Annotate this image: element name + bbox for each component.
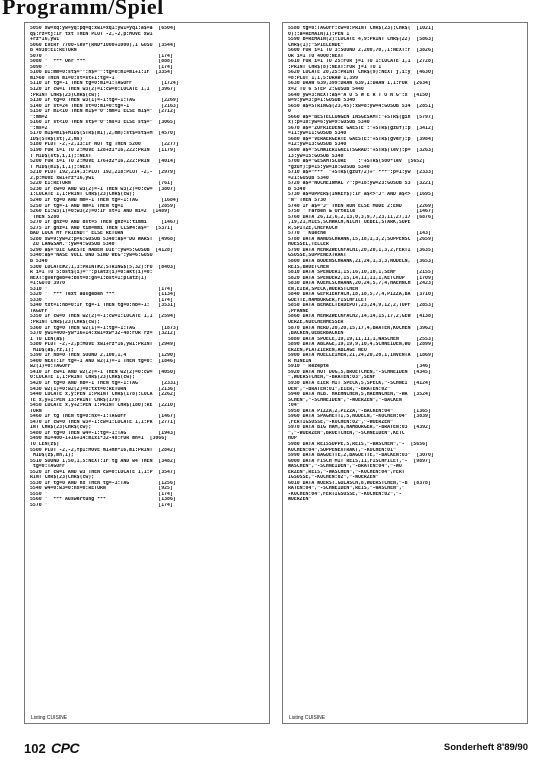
code-line: 5950 DATA PIZZA,2,PIZZA,"-BACKEN:04" [1365]	[288, 408, 431, 414]
code-listing-left	[30, 26, 265, 509]
code-line: ",WUERSTCHEN,"-BRATEN:03",SENF	[288, 375, 376, 381]
code-line: 5790 DATA MEHRZWECKFACH1,20,20,1,3,2,FERTI [3635]	[288, 247, 434, 253]
code-line: 0	[288, 109, 291, 115]
code-line: REIS,BROETCHEN	[288, 264, 329, 270]
code-line: UERZE,KUECHENMESSER	[288, 319, 344, 325]
code-line: ,BACKEN,UEBERBACKEN	[288, 331, 344, 337]
code-line: 5460 IF tg THEN tg=0:nx=-1:TAGOFF [1467]	[30, 414, 176, 420]
code-line: 5970 DATA BIG HAM,6,HAMBURGER,"-BRATEN:03 [4392]	[288, 425, 431, 431]
listing-column-right	[282, 22, 528, 724]
code-line: 1 TO LEN(a$)	[30, 336, 65, 342]
code-line: 5980 DATA REISSUPPE,5,REIS,"-WASCHEN","- [5656]	[288, 442, 428, 448]
code-line: RATEN:04","-SCHNEIDEN",REIS,"-WASCHEN","	[288, 486, 405, 492]
code-line: 5620 LOCATE 20,25:PRINT CHR$(9):NEXT j,i:y [4630]	[288, 70, 434, 76]
code-line: ZU LANGSAM.":yw=4:GOSUB 5340	[30, 242, 115, 248]
code-line: 5275 IF gnz=1 AND tim=mmi THEN CLS#4:a$=" [5371]	[30, 225, 173, 231]
code-line: 5450 LOCATE x,y+2:PEN 1:PRINT CHR$(180):RE [2210]	[30, 403, 176, 409]
code-line: 5600 FOR i=1 TO 3:SOUND 2,200,70,,1:NEXT:F [3826]	[288, 48, 434, 54]
code-line: 5300 LOCATE#2,1,3:PRINT#2,STRING$(5,32):FO [8403]	[30, 264, 176, 270]
code-line: :PRINT CHR$(8):NEXT:FOR j=1 TO 1	[288, 64, 382, 70]
page-number: 102	[24, 741, 46, 756]
code-line: 5280 xw=9:yw=2:p=6:GOSUB 5340:a$="DU WARST [4968]	[30, 236, 176, 242]
code-line: 5870 DATA HERD,20,20,15,17,4,BRATEN,KOCHEN [3962]	[288, 325, 434, 331]
listing-caption-left: Listing CUISINE	[31, 715, 68, 721]
listing-page	[24, 22, 528, 740]
code-line: 5800 DATA BODENSCHRANK,21,24,1,3,3,NUDELN, [3653]	[288, 258, 434, 264]
code-line: 5380 PLOT -2,-2,p:MOVE xw1+rz*16,yw1:PRINT [2949]	[30, 342, 176, 348]
code-line: 5130 IF tg=0 THEN w3(1)=-1:tg=-1:TAG [2269]	[30, 98, 179, 104]
code-line: =12:yw=13:GOSUB 5340	[288, 142, 347, 148]
code-line: 0:LOCATE 1,1:PRINT CHR$(23)CHR$(cw);	[30, 375, 135, 381]
code-line: 5490 m1=400-1+16+14:m1x1*32-48:FOR mn=1 [3066]	[30, 436, 168, 442]
code-listing-right	[288, 26, 523, 503]
code-line: 5710 a$="*** "+STR$(gzuf/2)+" ***":p=1:yw [2333]	[288, 170, 434, 176]
code-line: 5590 b=REMAIN(2):LOCATE 4,9:PRINT CHR$(22) [5863]	[288, 37, 434, 43]
code-line: 5880 DATA SPUELE,19,19,11,11,1,WASCHEN [2553]	[288, 336, 434, 342]
code-line: 5180 PLOT -2,-2,13:IF NOT tg THEN 5200 [2277]	[30, 142, 179, 148]
code-line: T MID$(m1$,i,1);:NEXT	[30, 164, 92, 170]
code-line: 5330 ' [174]	[30, 297, 173, 303]
code-line: 5760 DATA 26,12,6,2,13,0,3,9,7,23,11,27,17 [6876]	[288, 214, 434, 220]
code-line: HUESSEL,TELLER	[288, 242, 329, 248]
code-line: 5190 FOR i=1 TO 2:MOVE 128+z1*16,222:PRIN [1179]	[30, 148, 176, 154]
code-line: 5230 IF cw=0 AND w3(2)=-1 THEN w3(2)=0:cw= [3807]	[30, 186, 176, 192]
code-line: TAGOFF	[30, 308, 48, 314]
code-line: 5090 ' [174]	[30, 64, 173, 70]
code-line: 5260 EI:w3(1)=0:w3(2)=0:IF st=1 AND mi=2 [1489]	[30, 209, 170, 215]
code-line: ,FERTIGSOSSE,"-KOCHEN:02","-WUERZEN"	[288, 419, 393, 425]
code-line: 5150 IF m1<10 THEN m1$="0":mm=1 ELSE m1$=" [2712]	[30, 109, 176, 115]
code-line: 1:LOCATE 1,1:PRINT CHR$(23)CHR$(cw);	[30, 192, 135, 198]
code-line: R i=1 TO 5:bst$(i)="":platz(i)=0:akt(i)=0:	[30, 270, 153, 276]
listing-caption-right: Listing CUISINE	[289, 715, 326, 721]
code-line: 5510 SOUND 1,50,1,5:NEXT:IF tg AND w4 THEN [3482]	[30, 458, 176, 464]
code-line: =8:PLOT 1,1,5:DRAW 1,399	[288, 75, 358, 81]
issue-label: Sonderheft 8'89/90	[443, 742, 528, 753]
code-line: 5860 DATA MEHRZWECKFACH2,14,14,15,17,2,GEW [4138]	[288, 314, 434, 320]
code-line: 5290 a$="DIE GAESTE HABEN DIE":yw=5:GOSUB [4128]	[30, 247, 173, 253]
code-line: ID$(STR$(st),2,ms)	[30, 136, 83, 142]
code-line: 5400 NEXT:IF tg=-1 AND w2(1)=-1 THEN tg=0: [1846]	[30, 358, 176, 364]
code-line: IGSOSSE,"-KOCHEN:02","-WUERZEN"	[288, 475, 379, 481]
page-header-title: Programm/Spiel	[2, 0, 164, 19]
code-line: 5520 IF cw=1 AND w3 THEN cw=0:LOCATE 1,1:P [3547]	[30, 469, 176, 475]
code-line: 5560 ' *** Auswertung *** [1386]	[30, 497, 176, 503]
code-line: 5670 a$="ZUFRIEDENE GAESTE :"+STR$(gzuf):p [3412]	[288, 125, 434, 131]
code-line: 5750 ' Farben & Urteile [1467]	[288, 209, 434, 215]
code-line: BAD LUCK MY FRIEND!" ELSE RETURN	[30, 231, 124, 237]
code-line: WUERZEN"	[288, 497, 312, 503]
code-line: *gzuf):p=15:yw=18:GOSUB 5340	[288, 164, 370, 170]
code-line: EN,EIER,SPECK,WUERSTCHEN	[288, 286, 358, 292]
code-line: 5850 DATA BEHAELTERDEPOT,23,24,9,12,2,TOPF [2853]	[288, 303, 434, 309]
code-line: ","-WUERZEN",BROETCHEN,"-SCHNEIDEN",KETC	[288, 430, 405, 436]
code-line: 5720 a$="NOCHEINMAL ?":p=18:yw=23:GOSUB 53 [3221]	[288, 181, 434, 187]
code-line: 5940 DATA HLB. HAEHNCHEN,5,HAEHNCHEN,"-WA [3524]	[288, 392, 431, 398]
magazine-logo: CPC	[51, 740, 80, 756]
code-line: 5680 a$="VERAERGERTE GAESTE:"+STR$(gver):p [3984]	[288, 136, 434, 142]
code-line: CHR$(1);"SPIELENDE"	[288, 42, 344, 48]
code-line: 5990 DATA BAGUETTE,2,BAGUETTE,"-BACKEN:03" [3070]	[288, 453, 434, 459]
code-line: 5570 ' [174]	[30, 503, 173, 509]
code-line: 5210 PLOT 192,214,3:PLOT 192,218:PLOT -2,- [2979]	[30, 170, 176, 176]
code-line: +rz*16,yw1	[30, 37, 60, 43]
code-line: DEN","-BRATEN:01",EIER,"-BRATEN:02"	[288, 386, 391, 392]
code-line: 5550 ' [174]	[30, 491, 173, 497]
code-line: 5310 ' [174]	[30, 286, 173, 292]
code-line: 6010 DATA WUERST.GULASCH,8,WUERSTCHEN,"-B [8378]	[288, 480, 431, 486]
code-line: =21:GOSUB 5340	[288, 175, 329, 181]
code-line: 5370 yw1=400-yw*16+14:xw1=xw*32-48:FOR rz= [3212]	[30, 331, 176, 337]
code-line: TE x,y+1:PEN 13:PRINT CHR$(179)	[30, 397, 121, 403]
code-line: B 5340	[30, 258, 48, 264]
code-line: :PRINT CHR$(23)CHR$(cw);	[30, 92, 100, 98]
code-line: 5630 DRAW 639,399:DRAW 639,1:DRAW 1,1:FOR [2634]	[288, 81, 431, 87]
code-line: 5410 IF cw=1 AND w2(2)=-1 THEN w2(2)=0:cw= [4050]	[30, 369, 176, 375]
code-line: GSOSSE,SUPPENEXTRAKT	[288, 253, 347, 259]
code-line: =1:GOTO 3970	[30, 281, 65, 287]
code-line: B 5340	[288, 186, 306, 192]
code-line: 5470 IF cw=0 THEN w3=-1:cw=1:LOCATE 1,1:PR [2771]	[30, 419, 176, 425]
code-line: x=2 TO 6 STEP 2:GOSUB 5440	[288, 87, 364, 93]
code-line: 5480 IF tg=0 THEN w4=-1:tg=-1:TAG [1943]	[30, 430, 176, 436]
listing-column-left	[24, 22, 270, 724]
code-line: 5170 m1$=m1$+MID$(STR$(m1),2,mm):st$=st$+M [4570]	[30, 131, 176, 137]
code-line: ":ms=2	[30, 125, 48, 131]
code-line: 5390 IF hb=0 THEN SOUND 2,100,1,4 [1290]	[30, 353, 176, 359]
code-line: "N" THEN 5730	[288, 197, 326, 203]
code-line: 5110 IF tg=-1 THEN tg=0:m1=1:TAGOFF [1724]	[30, 81, 179, 87]
code-line: w2(1)=0:TAGOFF	[30, 364, 71, 370]
code-line: 5240 IF tg=0 AND mm=-1 THEN tg=-1:TAG [1684]	[30, 197, 179, 203]
code-line: 5820 DATA SPENDER2,15,14,11,11,1,KETCHUP [1709]	[288, 275, 434, 281]
code-line: 5250 IF tg=-1 AND mm=1 THEN tg=1 [2859]	[30, 203, 176, 209]
code-line: INT CHR$(23)CHR$(cw);	[30, 425, 92, 431]
code-line: 2,p:MOVE xw1+rz*16,yw1	[30, 175, 95, 181]
code-line: SCHEN","-SCHNEIDEN","-WUERZEN","-BACKEN	[288, 397, 402, 403]
code-line: 5580 tg=0:TAGOFF:cw=0:PRINT CHR$(23);CHR$( [1021]	[288, 26, 434, 31]
code-line: 5920 DATA HOT DOG,5,BROETCHEN,"-SCHNEIDEN [4345]	[288, 369, 431, 375]
code-line: HUP	[288, 436, 297, 442]
code-line: OR i=1 TO 4000:NEXT	[288, 53, 344, 59]
code-line: ,19,21,MIES,SCHWACH,NICHT UEBEL,STARK,SUPE	[288, 220, 411, 226]
code-line: 5340:a$="NASE VOLL UND SIND WEG":yw=6:GOSU	[30, 253, 153, 259]
code-line: 5780 DATA WANDSCHRANK,15,18,1,3,2,SUPPENSC [2659]	[288, 236, 434, 242]
code-line: R HINEIN	[288, 358, 312, 364]
code-line: 5270 IF gnz=0 AND bst=5 THEN gnz=1:timmi [1467]	[30, 220, 179, 226]
code-line: GUETTE,HAMBURGER,FISCHFILET	[288, 297, 367, 303]
code-line: NEXT:gvergeb=4:bst=0:gn=1:bst=1:platz(1)	[30, 275, 147, 281]
code-line: 5080 ' *** Uhr *** [888]	[30, 59, 173, 65]
code-line: 0);:a=REMAIN(1):PEN 1	[288, 31, 350, 37]
code-line: 5660 a$="BESTELLUNGEN INSGESAMT:"+STR$(gin [5797]	[288, 114, 434, 120]
code-line: 5360 IF tg=0 THEN w2(1)=-1:tg=-1:TAG [1873]	[30, 325, 179, 331]
code-line: :04"	[288, 403, 300, 409]
code-line: T MID$(st$,i,1);:NEXT	[30, 153, 92, 159]
code-line: 5700 a$="GESAMTSCORE :"+STR$(500*lev [5652]	[288, 159, 426, 165]
code-line: 5690 a$="SCHWIERIGKEITSGRAD:"+STR$(lev):p= [3263]	[288, 148, 434, 154]
code-line: 5060 EVERY 7700-lev*(RND*1000+1000),1 GOSU [3544]	[30, 42, 176, 48]
code-line: 5200 FOR i=1 TO 2:MOVE 176+z2*16,222:PRIN [4014]	[30, 159, 176, 165]
code-line: TO LEN(z$)	[30, 442, 60, 448]
code-line: w=9:yw=3:p=1:GOSUB 5340	[288, 98, 356, 104]
code-line: 5100 DI:mm=0:st$="":h$="":tg=0:m1=m1+1:IF [3354]	[30, 70, 173, 76]
code-line: 5890 DATA ABLAGE,19,19,9,10,4,SCHNEIDEN,WU [2899]	[288, 342, 434, 348]
code-line: 5930 DATA EIER MIT SPECK,5,SPECK,"-SCHNEI [4124]	[288, 381, 431, 386]
code-line: 5910 ' Rezepte [346]	[288, 364, 431, 370]
code-line: R,SPITZE,CHEFKOCH	[288, 225, 338, 231]
code-line: 5770 ' Kueche [143]	[288, 231, 431, 237]
code-line: 5070 ' [174]	[30, 53, 173, 59]
code-line: x):p=10:yw=6:yw=9:GOSUB 5340	[288, 120, 370, 126]
page-footer	[24, 740, 528, 760]
code-line: 5050 xw=xq:yw=yq:pq=q:xw1=xq1:yw1=yq1:a$=a [6504]	[30, 26, 176, 31]
code-line: 5350 IF cw=0 THEN w2(2)=-1:cw=1:LOCATE 1,1 [2594]	[30, 314, 176, 320]
code-line: 5500 PLOT -2,-2,fp1:MOVE m1+mn*16,m1:PRINT [2842]	[30, 447, 176, 453]
code-line: 5220 EI:RETURN [761]	[30, 181, 173, 187]
code-line: 5540 w4=0:w3=0:nx=0:RETURN [925]	[30, 486, 173, 492]
code-line: B 4930:EI:RETURN	[30, 48, 77, 54]
code-line: 5900 DATA MUELLEIMER,21,24,20,20,1,INVENTA [1869]	[288, 353, 434, 359]
code-line: :PRINT CHR$(23)CHR$(cw);	[30, 319, 100, 325]
code-line: 5650 a$=STRING$(23,45):xw=8:yw=4:GOSUB 534 [2851]	[288, 103, 434, 109]
code-line: tg=0:TAGOFF	[30, 464, 65, 470]
code-line: 5730 a$=UPPER$(INKEY$):IF a$<>"J" AND a$<> [1695]	[288, 192, 434, 198]
code-line: 5960 DATA SPAGHETTI,5,NUDELN,"-KOCHEN:04" [3839]	[288, 414, 431, 420]
code-line: ERZEN,PLATZIEREN,ABLAGE NEU	[288, 347, 367, 353]
code-line: 5840 DATA GEFRIERFACH,18,18,5,7,4,PIZZA,BA [3710]	[288, 292, 434, 298]
code-line: 5120 IF cw=1 THEN w3(2)=1:cw=0:LOCATE 1,1 [3967]	[30, 87, 176, 93]
code-line: RINT CHR$(23)CHR$(cw);	[30, 475, 95, 481]
code-line: 6000 DATA FISCH MIT REIS,11,FISCHFILET,"- [9897]	[288, 458, 431, 464]
code-line: ":mm=2	[30, 114, 48, 120]
code-line: 5830 DATA KUEHLSCHRANK,20,24,5,7,4,HAEHNCH [2423]	[288, 281, 434, 287]
code-line: 5430 w2(1)=0:w2(2)=0:txt=0:RETURN [2136]	[30, 386, 176, 392]
code-line: KOCHEN:04",SUPPENEXTRAKT,"-KOCHEN:01"	[288, 447, 396, 453]
code-line: q$:rz=tj:IF txt THEN PLOT -2,-2,p:MOVE xw1	[30, 31, 153, 37]
code-line: 5440 LOCATE x,y:PEN 1:PRINT CHR$(178):LOCA [2262]	[30, 392, 176, 398]
code-line: 5320 ' *** Text ausgeben *** [1134]	[30, 292, 176, 298]
code-line: 5340 txt=1:hb=0:IF tg=-1 THEN tg=0:hb=-1: [3531]	[30, 303, 176, 309]
code-line: ERZEN",REIS,"-WASCHEN","-KOCHEN:04",FERT	[288, 469, 405, 475]
code-line: TURN	[30, 408, 42, 414]
code-line: -KOCHEN:04",FERTIGSOSSE,"-KOCHEN:02","-	[288, 491, 402, 497]
code-line: 5140 IF st=24 THEN st=0:m1=0:tg=-1 [2163]	[30, 103, 179, 109]
code-line: WASCHEN","-SCHNEIDEN","-BRATEN:04","-WU	[288, 464, 402, 470]
code-line: 5530 IF tg=0 AND nx THEN tg=-1:TAG [1256]	[30, 480, 176, 486]
code-line: m1>60 THEN m1=0:st=st+1:tg=-1	[30, 75, 115, 81]
code-line: ,PFANNE	[288, 308, 309, 314]
code-line: MID$(z$,mn,1);	[30, 453, 74, 459]
code-line: THEN 5280	[30, 214, 60, 220]
code-line: 13:yw=15:GOSUB 5340	[288, 153, 344, 159]
code-line: 5420 IF tg=0 AND hb=-1 THEN tg=-1:TAG [2331]	[30, 381, 179, 386]
code-line: 5810 DATA SPENDER1,15,16,10,10,1,SENF [2155]	[288, 270, 434, 276]
code-line: MID$(a$,rz,1);	[30, 347, 74, 353]
code-line: 5610 FOR i=1 TO 25:FOR j=1 TO 1:LOCATE 1,1 [2728]	[288, 59, 434, 65]
code-line: 5640 yw=3:NEXT:a$="A U S W E R T U N G":x [4150]	[288, 92, 431, 98]
code-line: 5160 IF st<10 THEN st$="0":ms=3 ELSE st$=" [3065]	[30, 120, 176, 126]
code-line: 5740 IF a$="J" THEN RUN ELSE MODE 2:END [2269]	[288, 203, 434, 209]
code-line: =11:yw=11:GOSUB 5340	[288, 131, 347, 137]
